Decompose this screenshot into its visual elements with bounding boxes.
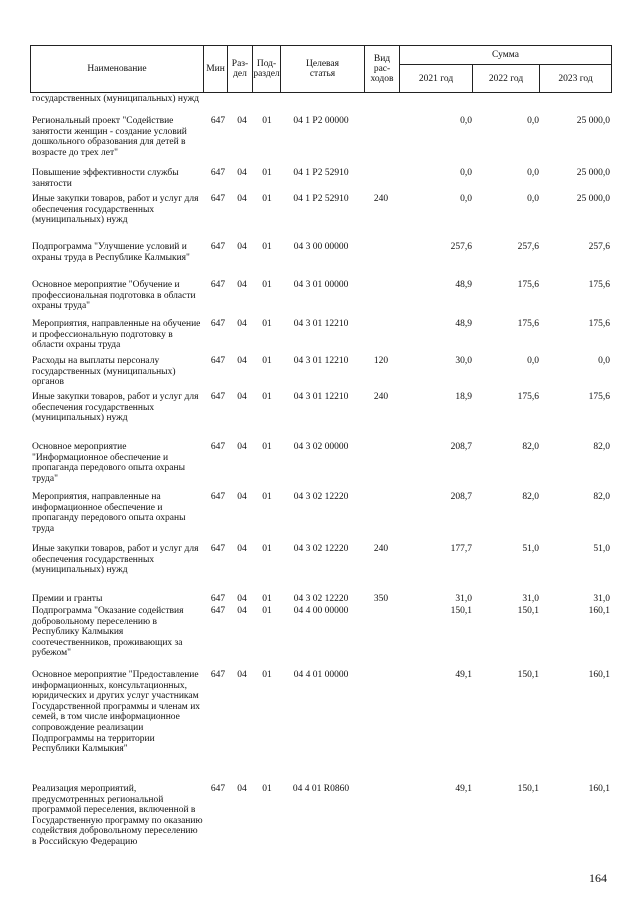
cell-2023: 25 000,0 <box>576 168 610 178</box>
header-summa: Сумма <box>399 45 612 65</box>
cell-podrazdel: 01 <box>262 356 272 366</box>
cell-2023: 31,0 <box>593 594 610 604</box>
cell-2021: 208,7 <box>450 492 472 502</box>
cell-razdel: 04 <box>237 670 247 680</box>
cell-statya: 04 3 02 00000 <box>293 442 349 452</box>
cell-podrazdel: 01 <box>262 392 272 402</box>
cell-min: 647 <box>210 392 226 402</box>
cell-2022: 82,0 <box>522 442 539 452</box>
cell-vid: 240 <box>373 392 389 402</box>
cell-podrazdel: 01 <box>262 670 272 680</box>
cell-2022: 150,1 <box>517 606 539 616</box>
cell-razdel: 04 <box>237 280 247 290</box>
cell-statya: 04 1 P2 52910 <box>293 194 349 204</box>
cell-vid: 350 <box>373 594 389 604</box>
cell-min: 647 <box>210 544 226 554</box>
cell-name: Основное мероприятие "Предоставление информационных, консультационных, юридических и других услуг участникам Государственной программы и членам их семей, в том числе информационное сопровождение реализации Подпрограммы на территории Республики Калмыкия" <box>32 670 201 755</box>
cell-name: Подпрограмма "Оказание содействия добровольному переселению в Республику Калмыкия соотечественников, проживающих за рубежом" <box>32 606 184 659</box>
cell-razdel: 04 <box>237 544 247 554</box>
cell-statya: 04 3 01 00000 <box>293 280 349 290</box>
cell-podrazdel: 01 <box>262 116 272 126</box>
cell-2021: 18,9 <box>455 392 472 402</box>
header-year-2021: 2021 год <box>399 64 473 93</box>
cell-name: Иные закупки товаров, работ и услуг для обеспечения государственных (муниципальных) нужд <box>32 392 199 424</box>
cell-2021: 177,7 <box>450 544 472 554</box>
cell-name: Премии и гранты <box>32 594 103 604</box>
cell-2022: 150,1 <box>517 784 539 794</box>
cell-razdel: 04 <box>237 319 247 329</box>
cell-min: 647 <box>210 242 226 252</box>
cell-podrazdel: 01 <box>262 594 272 604</box>
cell-name: Подпрограмма "Улучшение условий и охраны труда в Республике Калмыкия" <box>32 242 190 263</box>
cell-statya: 04 4 01 00000 <box>293 670 349 680</box>
cell-2021: 49,1 <box>455 670 472 680</box>
cell-podrazdel: 01 <box>262 319 272 329</box>
cell-2021: 0,0 <box>460 116 472 126</box>
cell-min: 647 <box>210 784 226 794</box>
cell-razdel: 04 <box>237 492 247 502</box>
cell-razdel: 04 <box>237 116 247 126</box>
cell-podrazdel: 01 <box>262 544 272 554</box>
cell-min: 647 <box>210 356 226 366</box>
cell-name: Мероприятия, направленные на информационное обеспечение и пропаганду передового опыта охраны труда <box>32 492 186 534</box>
cell-min: 647 <box>210 606 226 616</box>
cell-2022: 150,1 <box>517 670 539 680</box>
cell-2021: 48,9 <box>455 319 472 329</box>
cell-2023: 160,1 <box>588 606 610 616</box>
cell-2021: 30,0 <box>455 356 472 366</box>
cell-name: Мероприятия, направленные на обучение и профессиональную подготовку в области охраны труда <box>32 319 201 351</box>
cell-min: 647 <box>210 280 226 290</box>
header-min: Мин <box>203 45 228 93</box>
cell-statya: 04 3 02 12220 <box>293 544 349 554</box>
cell-2022: 31,0 <box>522 594 539 604</box>
header-year-2022: 2022 год <box>472 64 540 93</box>
cell-statya: 04 4 01 R0860 <box>292 784 350 794</box>
cell-statya: 04 3 01 12210 <box>293 356 349 366</box>
cell-podrazdel: 01 <box>262 492 272 502</box>
cell-2023: 25 000,0 <box>576 194 610 204</box>
header-statya: Целевая статья <box>280 45 365 93</box>
cell-min: 647 <box>210 168 226 178</box>
cell-statya: 04 3 02 12220 <box>293 492 349 502</box>
cell-2021: 208,7 <box>450 442 472 452</box>
cell-podrazdel: 01 <box>262 442 272 452</box>
cell-razdel: 04 <box>237 168 247 178</box>
cell-statya: 04 3 01 12210 <box>293 319 349 329</box>
cell-statya: 04 3 01 12210 <box>293 392 349 402</box>
cell-2023: 175,6 <box>588 392 610 402</box>
cell-2022: 175,6 <box>517 319 539 329</box>
cell-podrazdel: 01 <box>262 242 272 252</box>
cell-2022: 0,0 <box>527 356 539 366</box>
cell-name: государственных (муниципальных) нужд <box>32 94 199 104</box>
cell-name: Основное мероприятие "Информационное обеспечение и пропаганда передового опыта охраны труда" <box>32 442 185 484</box>
header-vid: Вид рас-ходов <box>364 45 400 93</box>
cell-razdel: 04 <box>237 442 247 452</box>
cell-podrazdel: 01 <box>262 194 272 204</box>
cell-2022: 175,6 <box>517 392 539 402</box>
cell-2022: 82,0 <box>522 492 539 502</box>
header-razdel: Раз-дел <box>227 45 253 93</box>
cell-2021: 0,0 <box>460 194 472 204</box>
cell-name: Региональный проект "Содействие занятости женщин - создание условий дошкольного образования для детей в возрасте до трех лет" <box>32 116 187 158</box>
page-number: 164 <box>589 871 607 885</box>
cell-name: Расходы на выплаты персоналу государственных (муниципальных) органов <box>32 356 176 388</box>
cell-podrazdel: 01 <box>262 606 272 616</box>
cell-razdel: 04 <box>237 594 247 604</box>
cell-2022: 257,6 <box>517 242 539 252</box>
cell-2023: 51,0 <box>593 544 610 554</box>
cell-2022: 0,0 <box>527 194 539 204</box>
header-podrazdel: Под-раздел <box>252 45 281 93</box>
cell-2023: 257,6 <box>588 242 610 252</box>
cell-vid: 120 <box>373 356 389 366</box>
cell-min: 647 <box>210 319 226 329</box>
cell-2023: 82,0 <box>593 492 610 502</box>
header-name: Наименование <box>30 45 204 93</box>
cell-podrazdel: 01 <box>262 168 272 178</box>
cell-2023: 175,6 <box>588 280 610 290</box>
cell-2023: 160,1 <box>588 670 610 680</box>
cell-min: 647 <box>210 670 226 680</box>
cell-razdel: 04 <box>237 194 247 204</box>
cell-min: 647 <box>210 442 226 452</box>
cell-2021: 49,1 <box>455 784 472 794</box>
cell-podrazdel: 01 <box>262 280 272 290</box>
cell-name: Реализация мероприятий, предусмотренных региональной программой переселения, включенной в Государственную программу по оказанию содействия добровольному переселению в Российскую Федерацию <box>32 784 203 847</box>
cell-name: Иные закупки товаров, работ и услуг для обеспечения государственных (муниципальных) нужд <box>32 544 199 576</box>
cell-name: Повышение эффективности службы занятости <box>32 168 179 189</box>
cell-2022: 175,6 <box>517 280 539 290</box>
cell-razdel: 04 <box>237 784 247 794</box>
header-year-2023: 2023 год <box>539 64 612 93</box>
cell-min: 647 <box>210 116 226 126</box>
cell-2022: 0,0 <box>527 116 539 126</box>
cell-min: 647 <box>210 492 226 502</box>
cell-vid: 240 <box>373 544 389 554</box>
cell-razdel: 04 <box>237 356 247 366</box>
cell-razdel: 04 <box>237 392 247 402</box>
table-header <box>30 45 612 93</box>
cell-2023: 0,0 <box>598 356 610 366</box>
cell-min: 647 <box>210 594 226 604</box>
cell-razdel: 04 <box>237 606 247 616</box>
cell-2022: 0,0 <box>527 168 539 178</box>
cell-2023: 160,1 <box>588 784 610 794</box>
cell-2021: 0,0 <box>460 168 472 178</box>
cell-statya: 04 3 02 12220 <box>293 594 349 604</box>
cell-2022: 51,0 <box>522 544 539 554</box>
cell-2023: 82,0 <box>593 442 610 452</box>
cell-2021: 48,9 <box>455 280 472 290</box>
cell-podrazdel: 01 <box>262 784 272 794</box>
cell-2023: 25 000,0 <box>576 116 610 126</box>
cell-2021: 31,0 <box>455 594 472 604</box>
cell-name: Основное мероприятие "Обучение и профессиональная подготовка в области охраны труда" <box>32 280 196 312</box>
cell-name: Иные закупки товаров, работ и услуг для обеспечения государственных (муниципальных) нужд <box>32 194 199 226</box>
cell-statya: 04 3 00 00000 <box>293 242 349 252</box>
cell-statya: 04 1 P2 52910 <box>293 168 349 178</box>
cell-statya: 04 4 00 00000 <box>293 606 349 616</box>
cell-2021: 150,1 <box>450 606 472 616</box>
cell-2021: 257,6 <box>450 242 472 252</box>
cell-razdel: 04 <box>237 242 247 252</box>
cell-statya: 04 1 P2 00000 <box>293 116 349 126</box>
cell-2023: 175,6 <box>588 319 610 329</box>
cell-vid: 240 <box>373 194 389 204</box>
cell-min: 647 <box>210 194 226 204</box>
